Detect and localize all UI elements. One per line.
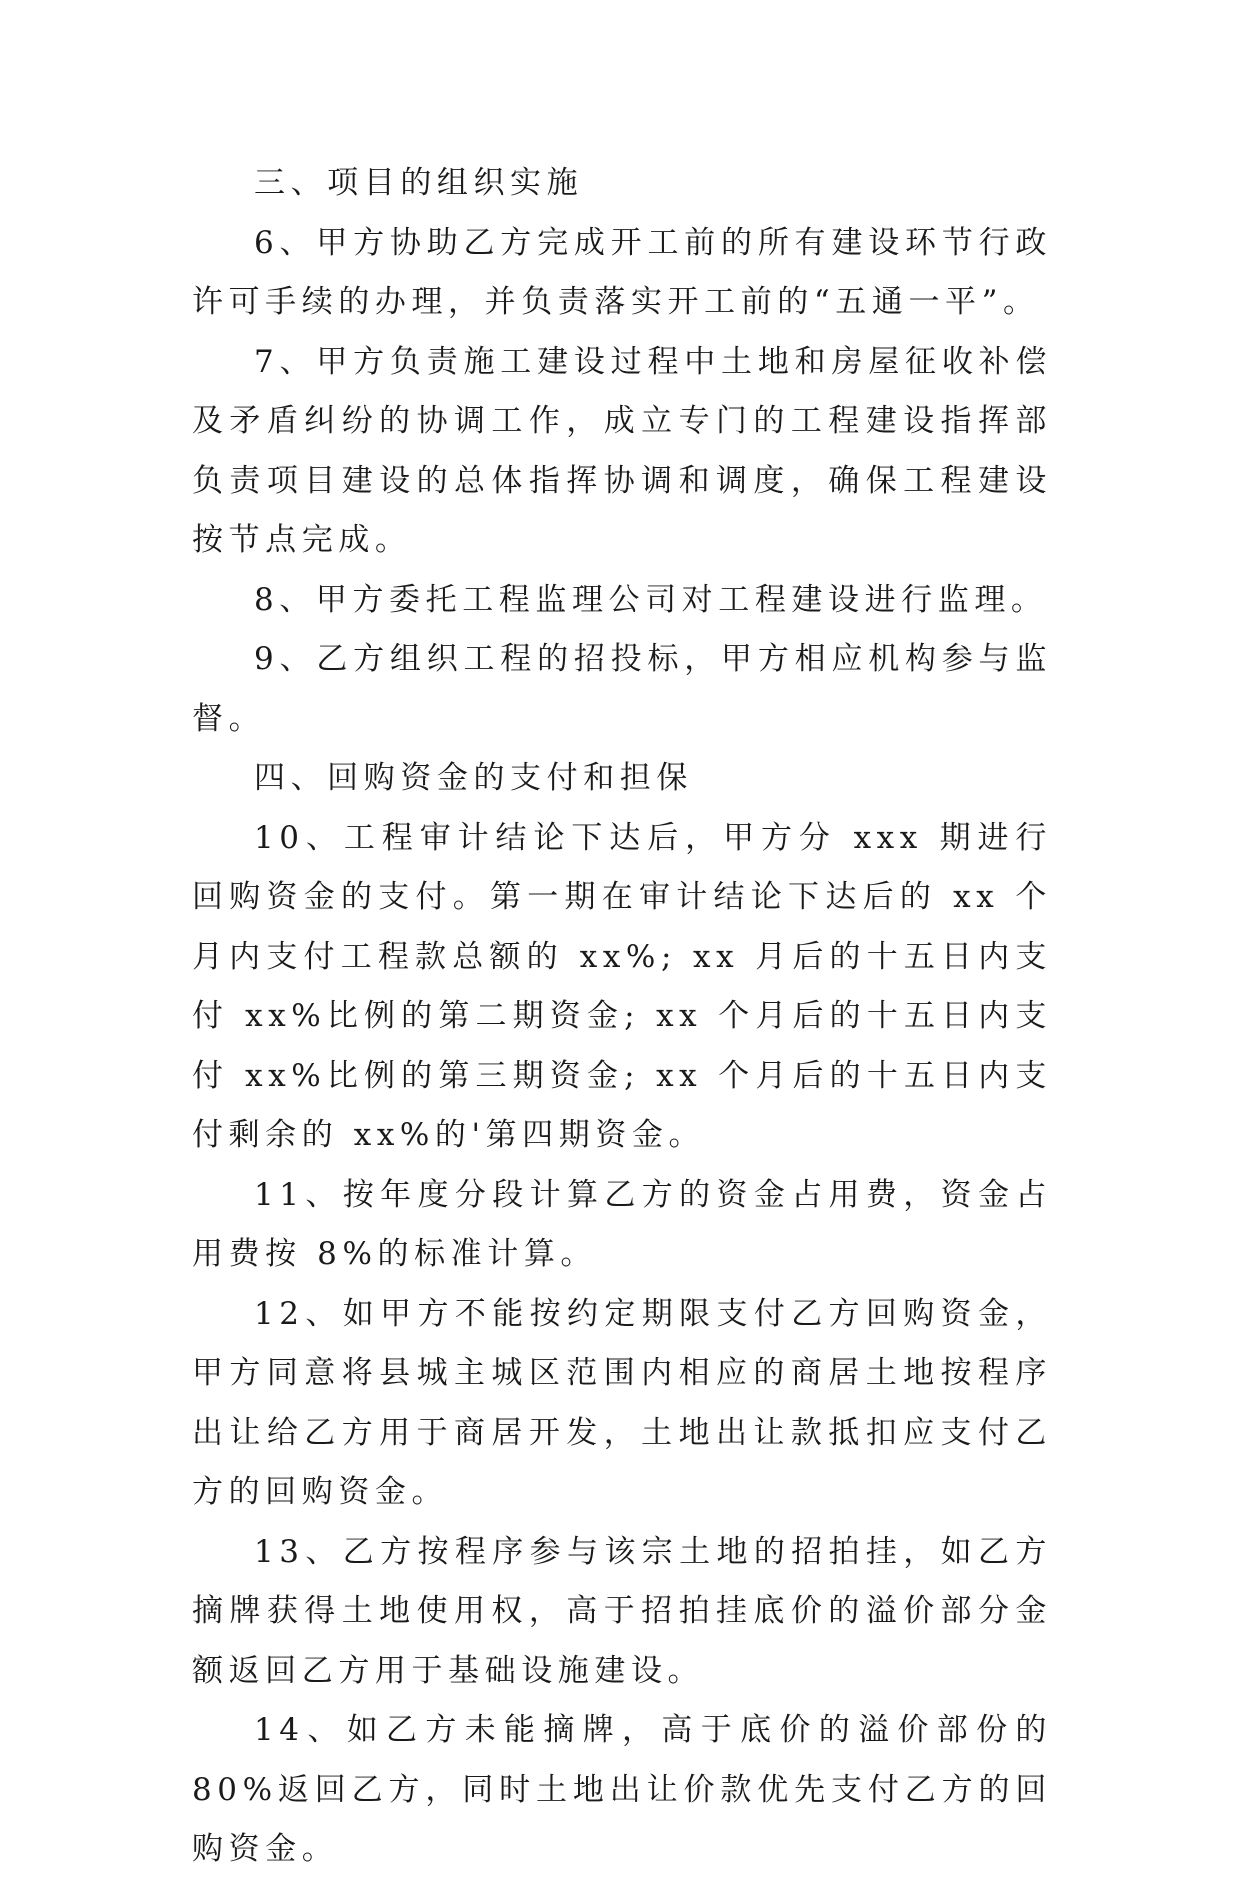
clause-12: 12、如甲方不能按约定期限支付乙方回购资金，甲方同意将县城主城区范围内相应的商居土地按程序出让给乙方用于商居开发，土地出让款抵扣应支付乙方的回购资金。 — [192, 1295, 1052, 1510]
clause-10: 10、工程审计结论下达后，甲方分 xxx 期进行回购资金的支付。第一期在审计结论下达后的 xx 个月内支付工程款总额的 xx%; xx 月后的十五日内支付 xx%比例的第二期资金; xx 个月后的十五日内支付 xx%比例的第三期资金; xx 个月后的十五日内支付剩余的 xx%的'第四期资金。 — [192, 819, 1052, 1153]
document-body — [192, 154, 1052, 1880]
clause-13: 13、乙方按程序参与该宗土地的招拍挂，如乙方摘牌获得土地使用权，高于招拍挂底价的溢价部分金额返回乙方用于基础设施建设。 — [192, 1533, 1052, 1689]
section-heading-4: 四、回购资金的支付和担保 — [254, 760, 693, 796]
clause-8: 8、甲方委托工程监理公司对工程建设进行监理。 — [254, 581, 1048, 618]
clause-11: 11、按年度分段计算乙方的资金占用费，资金占用费按 8%的标准计算。 — [192, 1176, 1052, 1272]
clause-6: 6、甲方协助乙方完成开工前的所有建设环节行政许可手续的办理，并负责落实开工前的“五通一平”。 — [192, 224, 1052, 320]
section-heading-3: 三、项目的组织实施 — [254, 165, 584, 201]
clause-9: 9、乙方组织工程的招投标，甲方相应机构参与监督。 — [192, 641, 1052, 737]
clause-14: 14、如乙方未能摘牌，高于底价的溢价部份的 80%返回乙方，同时土地出让价款优先支付乙方的回购资金。 — [192, 1712, 1052, 1867]
clause-7: 7、甲方负责施工建设过程中土地和房屋征收补偿及矛盾纠纷的协调工作，成立专门的工程建设指挥部负责项目建设的总体指挥协调和调度，确保工程建设按节点完成。 — [192, 343, 1052, 558]
